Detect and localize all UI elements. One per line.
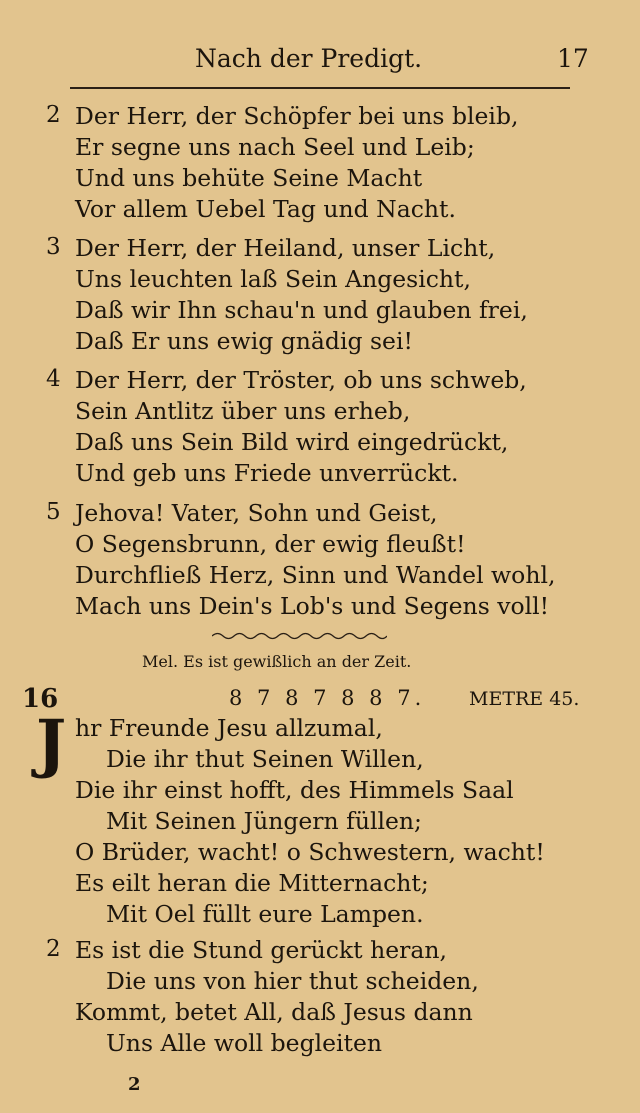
verse-line: Uns leuchten laß Sein Angesicht, [75,265,471,293]
verse-line: Er segne uns nach Seel und Leib; [75,133,475,161]
verse-line: Die ihr einst hofft, des Himmels Saal [75,776,514,804]
verse-line: Der Herr, der Schöpfer bei uns bleib, [75,102,519,130]
verse-line: Und uns behüte Seine Macht [75,164,423,192]
stanza-number: 3 [46,234,61,260]
verse-line: hr Freunde Jesu allzumal, [75,714,383,742]
verse-line: Die uns von hier thut scheiden, [106,967,479,995]
verse-line: Und geb uns Friede unverrückt. [75,459,459,487]
verse-line: Sein Antlitz über uns erheb, [75,397,411,425]
meter-digits: 8 7 8 7 8 8 7. [229,686,426,710]
wave-ornament [212,631,387,641]
verse-line: Jehova! Vater, Sohn und Geist, [75,499,438,527]
verse-line: Mit Oel füllt eure Lampen. [106,900,424,928]
verse-line: O Segensbrunn, der ewig fleußt! [75,530,466,558]
verse-line: Daß Er uns ewig gnädig sei! [75,327,413,355]
verse-line: Der Herr, der Tröster, ob uns schweb, [75,366,527,394]
verse-line: Daß uns Sein Bild wird eingedrückt, [75,428,509,456]
running-head [0,44,640,78]
header-rule [70,87,570,89]
running-title: Nach der Predigt. [195,44,423,73]
verse-line: Daß wir Ihn schau'n und glauben frei, [75,296,528,324]
stanza-number: 4 [46,366,61,392]
verse-line: Vor allem Uebel Tag und Nacht. [75,195,456,223]
verse-line: Der Herr, der Heiland, unser Licht, [75,234,496,262]
verse-line: Es eilt heran die Mitternacht; [75,869,429,897]
stanza-number: 2 [46,936,61,962]
drop-cap: J [36,706,67,781]
metre-label: METRE 45. [469,688,580,710]
verse-line: Mit Seinen Jüngern füllen; [106,807,422,835]
hymn-number: 16 [22,684,59,714]
verse-line: Die ihr thut Seinen Willen, [106,745,424,773]
verse-line: Kommt, betet All, daß Jesus dann [75,998,473,1026]
verse-line: Mach uns Dein's Lob's und Segens voll! [75,592,550,620]
verse-line: Uns Alle woll begleiten [106,1029,383,1057]
signature-mark: 2 [128,1074,141,1095]
verse-line: Es ist die Stund gerückt heran, [75,936,447,964]
verse-line: O Brüder, wacht! o Schwestern, wacht! [75,838,545,866]
tune-indication: Mel. Es ist gewißlich an der Zeit. [142,652,412,671]
page-number: 17 [557,44,589,73]
stanza-number: 5 [46,499,61,525]
stanza-number: 2 [46,102,61,128]
verse-line: Durchfließ Herz, Sinn und Wandel wohl, [75,561,556,589]
